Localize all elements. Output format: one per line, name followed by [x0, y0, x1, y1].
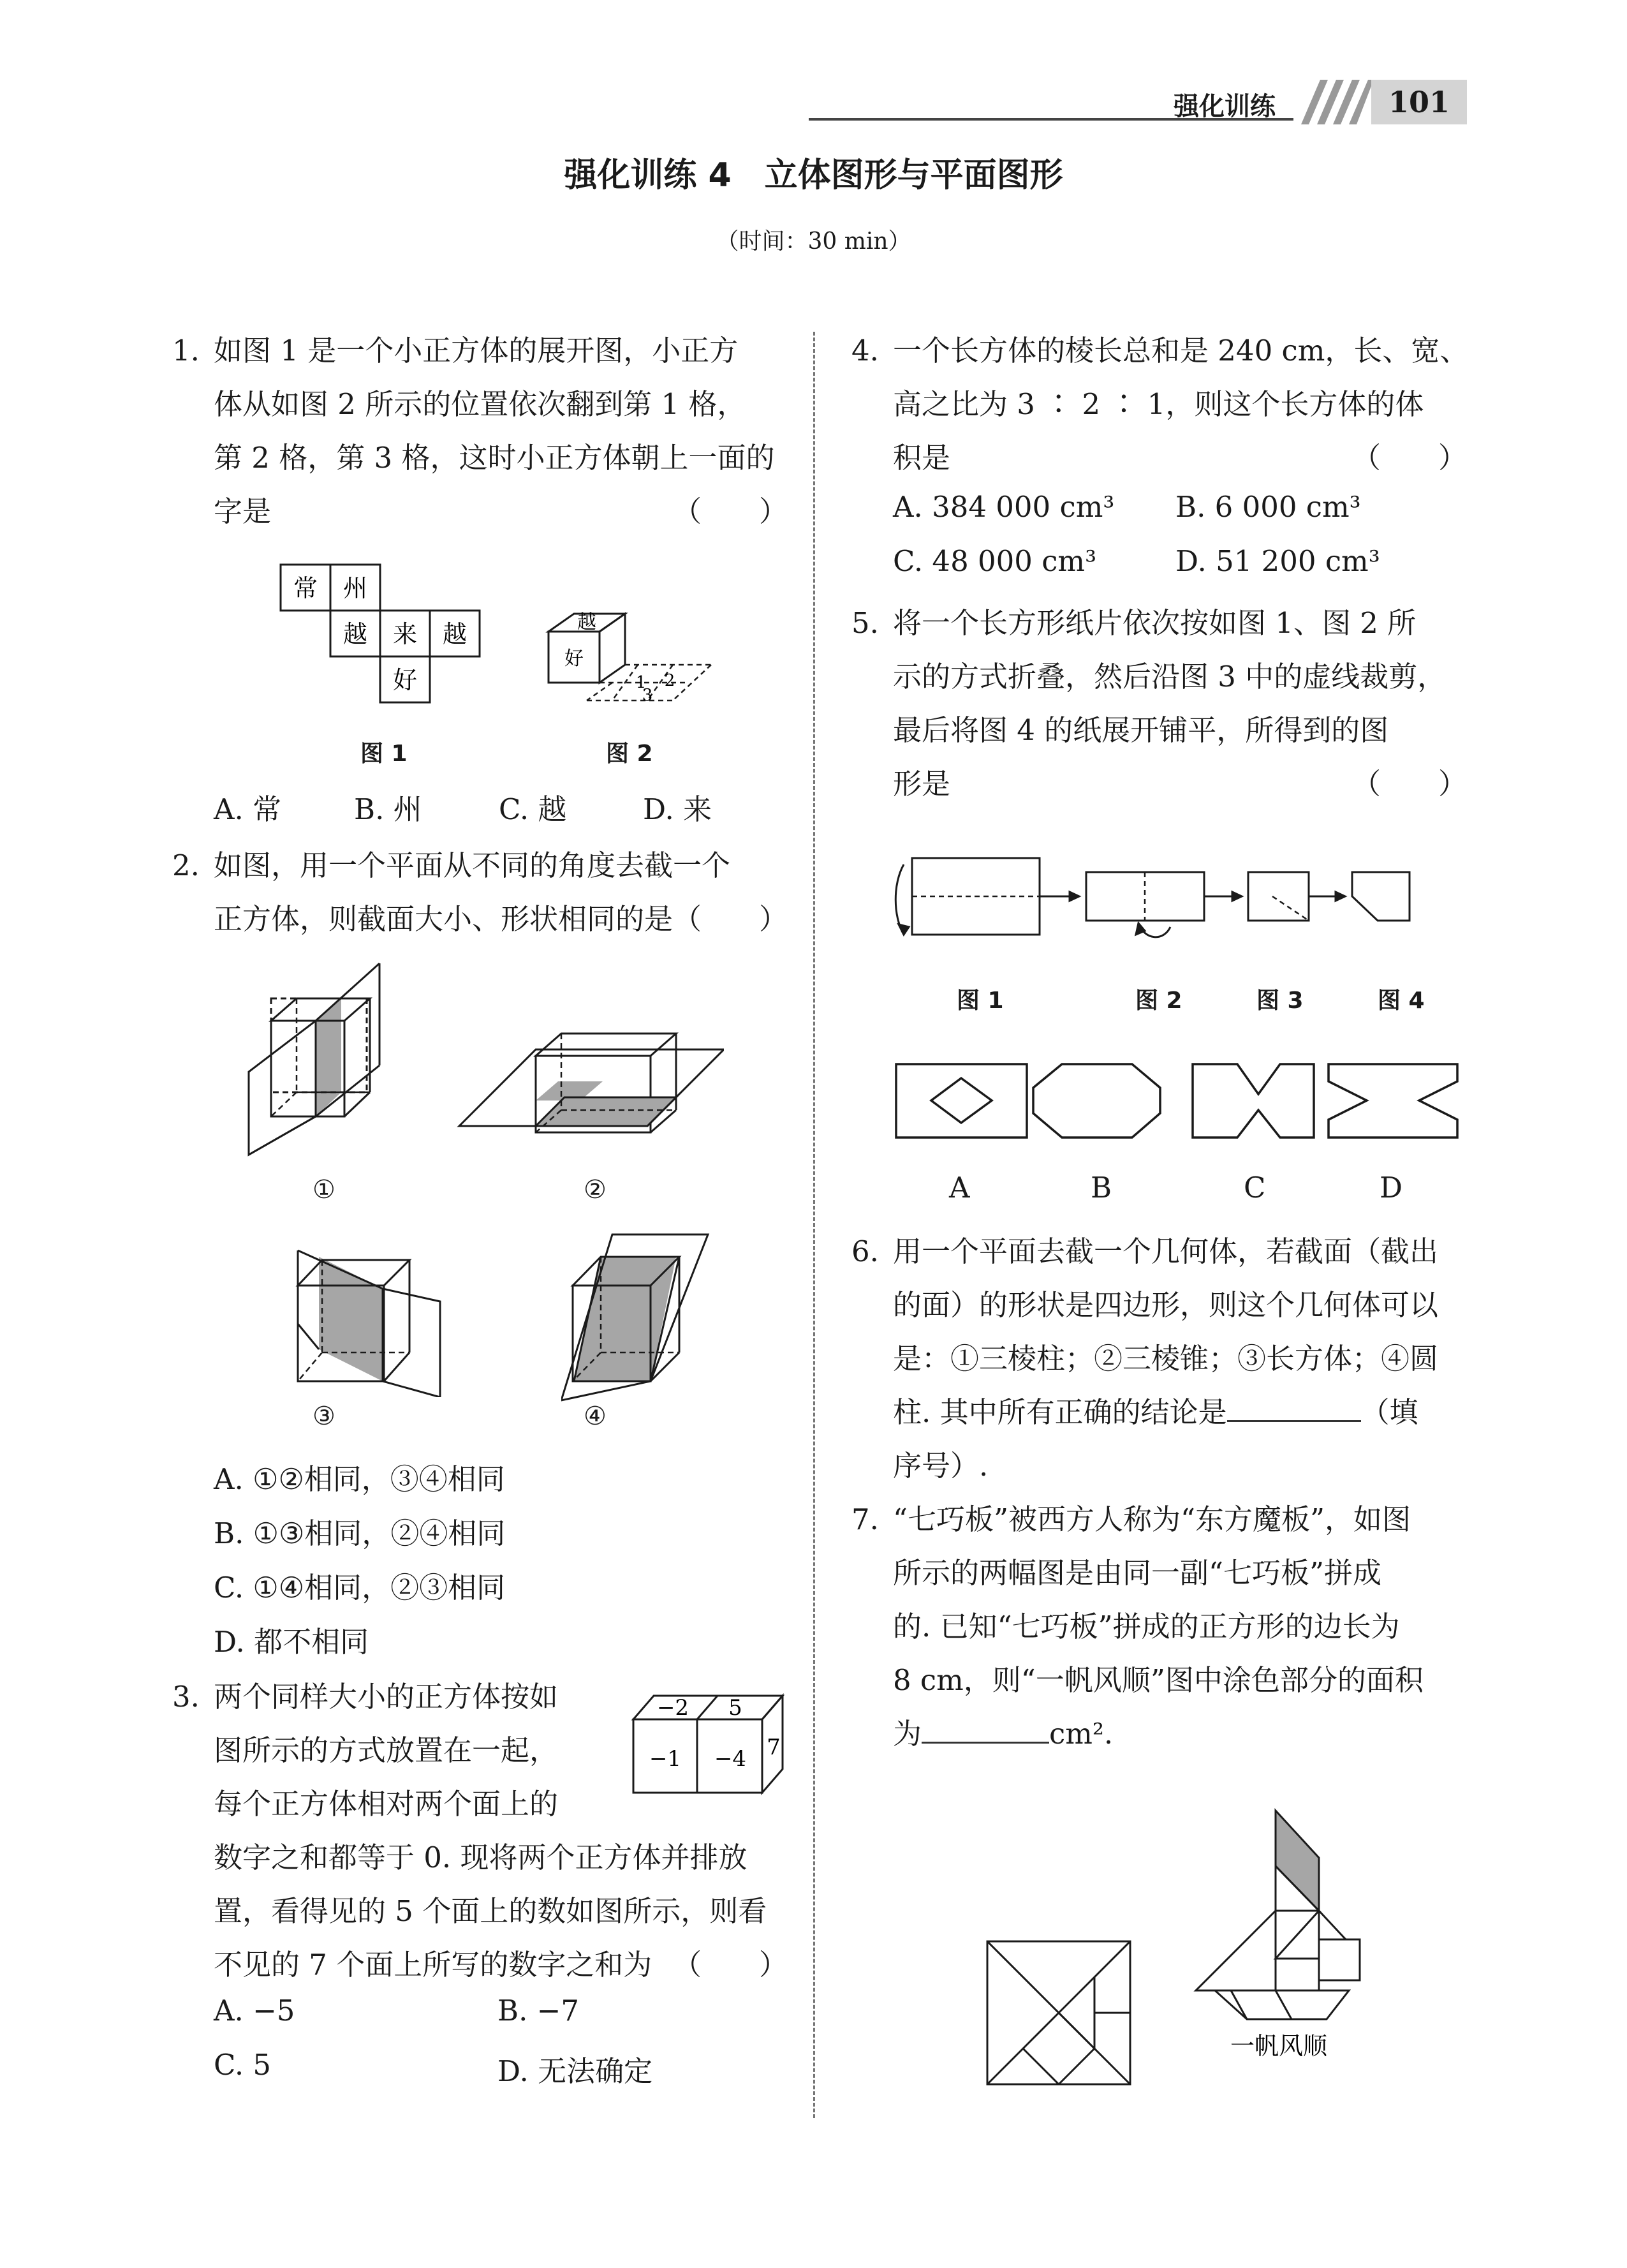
question-text-line: 置，看得见的 5 个面上的数如图所示，则看 — [214, 1894, 767, 1928]
cube-section-1 — [246, 951, 399, 1161]
figure-caption: 图 1 — [360, 741, 408, 767]
question-text-line: 8 cm，则“一帆风顺”图中涂色部分的面积 — [893, 1663, 1424, 1697]
question-text-line: 一个长方体的棱长总和是 240 cm，长、宽、 — [893, 334, 1469, 367]
figure-label: ③ — [313, 1402, 335, 1431]
question-text-line: 示的方式折叠，然后沿图 3 中的虚线裁剪， — [893, 660, 1447, 693]
time-limit: （时间：30 min） — [716, 228, 911, 255]
question-text-line: 数字之和都等于 0. 现将两个正方体并排放 — [214, 1841, 747, 1874]
figure-caption: 图 4 — [1378, 988, 1425, 1014]
question-text-line: 的面）的形状是四边形，则这个几何体可以 — [893, 1288, 1439, 1322]
q1-net-figure — [274, 561, 504, 715]
question-2 — [172, 839, 788, 946]
question-text-line: 将一个长方形纸片依次按如图 1、图 2 所 — [893, 606, 1417, 640]
net-cell: 常 — [293, 574, 318, 602]
question-text-line: 不见的 7 个面上所写的数字之和为 — [214, 1948, 652, 1982]
option-c[interactable]: C. ①④相同，②③相同 — [214, 1571, 506, 1605]
net-cell: 好 — [392, 666, 418, 694]
figure-caption: 图 3 — [1256, 988, 1304, 1014]
option-b[interactable]: B. ①③相同，②④相同 — [214, 1516, 506, 1550]
sailboat-caption: 一帆风顺 — [1230, 2032, 1328, 2060]
option-d[interactable]: D. 都不相同 — [214, 1625, 369, 1659]
grid-label: 1 — [635, 673, 647, 692]
tangram-sailboat — [1186, 1805, 1378, 2080]
question-text-line: 两个同样大小的正方体按如 — [214, 1680, 559, 1714]
question-text-line: 如图 1 是一个小正方体的展开图，小正方 — [214, 334, 739, 367]
option-a[interactable]: A. ①②相同，③④相同 — [214, 1462, 505, 1496]
question-text-line: cm². — [1049, 1717, 1114, 1751]
option-a[interactable]: A. 384 000 cm³ — [893, 490, 1115, 524]
question-text-line: 序号）. — [893, 1449, 989, 1483]
q5-answer-shapes — [890, 1059, 1464, 1142]
q1-cube-figure — [536, 606, 727, 721]
page-title: 强化训练 4 立体图形与平面图形 — [564, 156, 1063, 195]
figure-caption: 图 1 — [957, 988, 1004, 1014]
question-text-line: 体从如图 2 所示的位置依次翻到第 1 格， — [214, 387, 746, 421]
question-text-line: 字是 — [214, 494, 272, 528]
question-1 — [172, 324, 788, 538]
question-text-line: （填 — [1360, 1395, 1418, 1429]
question-text-line: 形是 — [893, 767, 951, 801]
option-d[interactable]: D. 无法确定 — [497, 2054, 653, 2088]
grid-label: 2 — [664, 671, 675, 690]
option-d[interactable]: D. 51 200 cm³ — [1175, 544, 1380, 578]
question-number: 7. — [851, 1502, 879, 1536]
header-stripes-icon — [1295, 80, 1371, 124]
choice-b[interactable]: B — [1091, 1171, 1112, 1204]
q3-two-cubes-figure — [628, 1691, 794, 1799]
option-b[interactable]: B. −7 — [497, 1994, 580, 2027]
question-7 — [851, 1493, 1467, 1761]
question-number: 6. — [851, 1234, 879, 1268]
figure-caption: 图 2 — [1135, 988, 1182, 1014]
cube-number: −2 — [656, 1695, 689, 1721]
choice-c[interactable]: C — [1244, 1171, 1266, 1204]
question-text-line: 每个正方体相对两个面上的 — [214, 1787, 559, 1821]
question-3-continued — [214, 1831, 788, 1992]
answer-blank[interactable] — [1227, 1395, 1361, 1422]
figure-label: ② — [584, 1175, 607, 1204]
question-text-line: 所示的两幅图是由同一副“七巧板”拼成 — [893, 1556, 1382, 1590]
net-cell: 来 — [392, 620, 418, 648]
choice-d[interactable]: D — [1380, 1171, 1403, 1204]
answer-bracket: （ ） — [1351, 441, 1467, 475]
question-text-line: 为 — [893, 1717, 922, 1751]
cube-number: 7 — [767, 1735, 781, 1760]
option-a[interactable]: A. 常 — [214, 792, 282, 826]
question-number: 2. — [172, 849, 200, 882]
answer-bracket: （ ） — [672, 494, 788, 528]
option-c[interactable]: C. 越 — [499, 792, 567, 826]
q5-folding-sequence — [890, 845, 1483, 954]
answer-blank[interactable] — [922, 1716, 1049, 1744]
option-c[interactable]: C. 5 — [214, 2048, 272, 2082]
figure-caption: 图 2 — [606, 741, 653, 767]
answer-bracket: （ ） — [1351, 767, 1467, 801]
answer-bracket: （ ） — [672, 1948, 788, 1982]
question-text-line: 是：①三棱柱；②三棱锥；③长方体；④圆 — [893, 1342, 1439, 1375]
question-number: 1. — [172, 334, 200, 367]
option-b[interactable]: B. 6 000 cm³ — [1175, 490, 1361, 524]
question-text-line: “七巧板”被西方人称为“东方魔板”，如图 — [893, 1502, 1411, 1536]
net-cell: 越 — [342, 620, 368, 648]
question-number: 5. — [851, 606, 879, 640]
cube-section-2 — [456, 1021, 724, 1167]
question-text-line: 积是 — [893, 441, 951, 475]
net-cell: 州 — [342, 574, 368, 602]
page-number: 101 — [1371, 80, 1467, 124]
question-text-line: 的. 已知“七巧板”拼成的正方形的边长为 — [893, 1610, 1400, 1643]
cube-number: −1 — [649, 1746, 682, 1772]
question-text-line: 图所示的方式放置在一起， — [214, 1733, 559, 1767]
question-number: 3. — [172, 1680, 200, 1714]
question-text-line: 正方体，则截面大小、形状相同的是 — [214, 902, 674, 936]
choice-a[interactable]: A — [949, 1171, 970, 1204]
question-6 — [851, 1225, 1467, 1493]
question-number: 4. — [851, 334, 879, 367]
question-text-line: 最后将图 4 的纸展开铺平，所得到的图 — [893, 713, 1389, 747]
question-4 — [851, 324, 1469, 485]
cube-front-label: 好 — [564, 648, 584, 670]
question-text-line: 高之比为 3 ∶ 2 ∶ 1，则这个长方体的体 — [893, 387, 1424, 421]
cube-top-label: 越 — [577, 611, 596, 634]
option-a[interactable]: A. −5 — [214, 1994, 295, 2027]
cube-number: 5 — [728, 1695, 742, 1721]
cube-number: −4 — [714, 1746, 747, 1772]
net-cell: 越 — [442, 620, 467, 648]
option-d[interactable]: D. 来 — [643, 792, 712, 826]
header-section-title: 强化训练 — [1174, 92, 1276, 121]
question-text-line: 柱. 其中所有正确的结论是 — [893, 1395, 1227, 1429]
grid-label: 3 — [642, 686, 653, 705]
question-text-line: 第 2 格，第 3 格，这时小正方体朝上一面的 — [214, 441, 775, 475]
question-5 — [851, 597, 1467, 811]
tangram-square — [985, 1939, 1132, 2086]
option-b[interactable]: B. 州 — [354, 792, 422, 826]
option-c[interactable]: C. 48 000 cm³ — [893, 544, 1097, 578]
figure-label: ④ — [584, 1402, 607, 1431]
question-text-line: 如图，用一个平面从不同的角度去截一个 — [214, 849, 731, 882]
cube-section-4 — [561, 1231, 714, 1404]
figure-label: ① — [313, 1175, 335, 1204]
question-text-line: 用一个平面去截一个几何体，若截面（截出 — [893, 1234, 1439, 1268]
answer-bracket: （ ） — [672, 902, 788, 936]
cube-section-3 — [290, 1231, 450, 1397]
question-3 — [172, 1670, 609, 1831]
column-divider — [813, 332, 815, 2118]
